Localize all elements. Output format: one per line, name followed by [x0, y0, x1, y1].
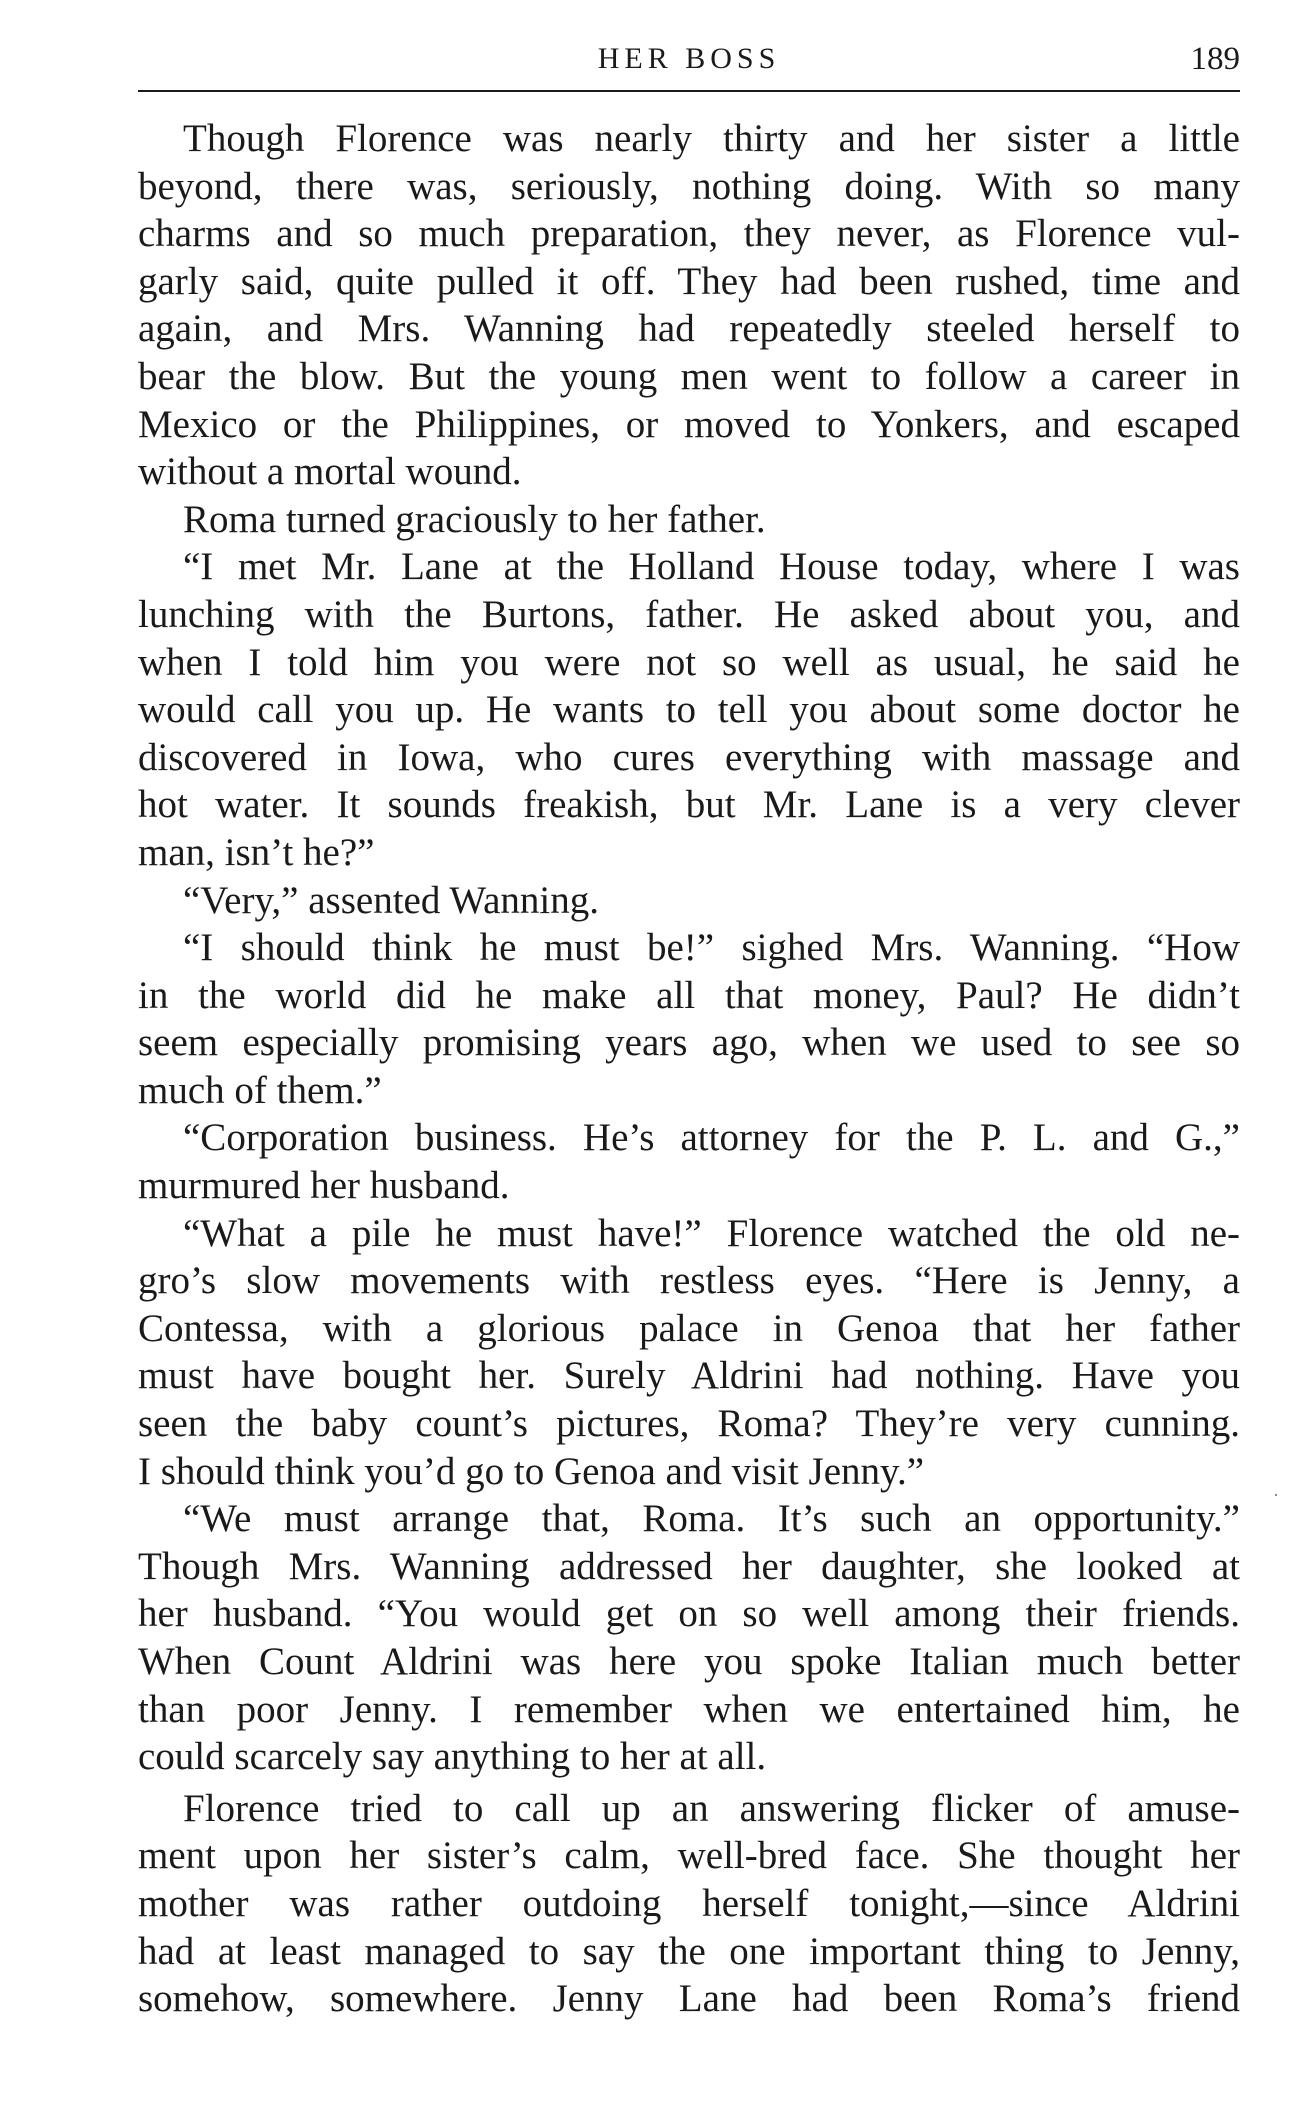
text-line: in the world did he make all that money, Paul? He didn’t — [138, 973, 1240, 1017]
text-line: Roma turned graciously to her father. — [183, 497, 766, 541]
text-line: again, and Mrs. Wanning had repeatedly steeled herself to — [138, 307, 1240, 351]
text-line: “Corporation business. He’s attorney for the P. L. and G.,” — [183, 1116, 1240, 1160]
header-rule — [138, 90, 1240, 92]
text-line: much of them.” — [138, 1068, 382, 1112]
text-line: “We must arrange that, Roma. It’s such an opportunity.” — [183, 1497, 1240, 1541]
text-line: “I should think he must be!” sighed Mrs. Wanning. “How — [183, 926, 1240, 970]
text-line: than poor Jenny. I remember when we entertained him, he — [138, 1687, 1240, 1731]
text-line: “I met Mr. Lane at the Holland House today, where I was — [183, 545, 1240, 589]
margin-speck — [1275, 1494, 1277, 1496]
text-line: mother was rather outdoing herself tonight,—since Aldrini — [138, 1881, 1240, 1925]
text-line: murmured her husband. — [138, 1164, 510, 1208]
text-line: “Very,” assented Wanning. — [183, 878, 599, 922]
text-line: could scarcely say anything to her at all. — [138, 1735, 767, 1779]
page-number: 189 — [1190, 41, 1240, 77]
text-line: Though Mrs. Wanning addressed her daughter, she looked at — [138, 1544, 1240, 1588]
text-line: when I told him you were not so well as usual, he said he — [138, 640, 1240, 684]
text-line: “What a pile he must have!” Florence watched the old ne- — [183, 1211, 1240, 1255]
text-line: must have bought her. Surely Aldrini had nothing. Have you — [138, 1354, 1240, 1398]
text-line: somehow, somewhere. Jenny Lane had been Roma’s friend — [138, 1977, 1240, 2021]
text-line: man, isn’t he?” — [138, 830, 375, 874]
running-head — [138, 40, 1240, 90]
text-line: ment upon her sister’s calm, well-bred face. She thought her — [138, 1834, 1240, 1878]
text-line: charms and so much preparation, they never, as Florence vul- — [138, 212, 1240, 256]
text-line: seen the baby count’s pictures, Roma? They’re very cunning. — [138, 1402, 1240, 1446]
text-line: Contessa, with a glorious palace in Genoa that her father — [138, 1306, 1240, 1350]
text-line: I should think you’d go to Genoa and visit Jenny.” — [138, 1449, 925, 1493]
text-line: When Count Aldrini was here you spoke Italian much better — [138, 1640, 1240, 1683]
text-line: garly said, quite pulled it off. They had been rushed, time and — [138, 259, 1240, 303]
body-text — [138, 115, 1240, 2023]
text-line: hot water. It sounds freakish, but Mr. Lane is a very clever — [138, 783, 1240, 827]
text-line: had at least managed to say the one important thing to Jenny, — [138, 1929, 1240, 1973]
text-line: bear the blow. But the young men went to follow a career in — [138, 354, 1240, 398]
text-line: gro’s slow movements with restless eyes. “Here is Jenny, a — [138, 1259, 1240, 1303]
running-title: HER BOSS — [597, 42, 781, 75]
text-line: Though Florence was nearly thirty and her sister a little — [183, 117, 1240, 160]
text-line: would call you up. He wants to tell you about some doctor he — [138, 688, 1240, 732]
text-line: lunching with the Burtons, father. He asked about you, and — [138, 592, 1240, 636]
text-line: without a mortal wound. — [138, 450, 522, 494]
text-line: discovered in Iowa, who cures everything with massage and — [138, 735, 1240, 779]
text-line: beyond, there was, seriously, nothing doing. With so many — [138, 164, 1240, 208]
text-line: Florence tried to call up an answering flicker of amuse- — [183, 1786, 1240, 1830]
text-line: her husband. “You would get on so well among their friends. — [138, 1592, 1240, 1636]
text-line: seem especially promising years ago, when we used to see so — [138, 1021, 1240, 1065]
text-line: Mexico or the Philippines, or moved to Yonkers, and escaped — [138, 402, 1240, 446]
